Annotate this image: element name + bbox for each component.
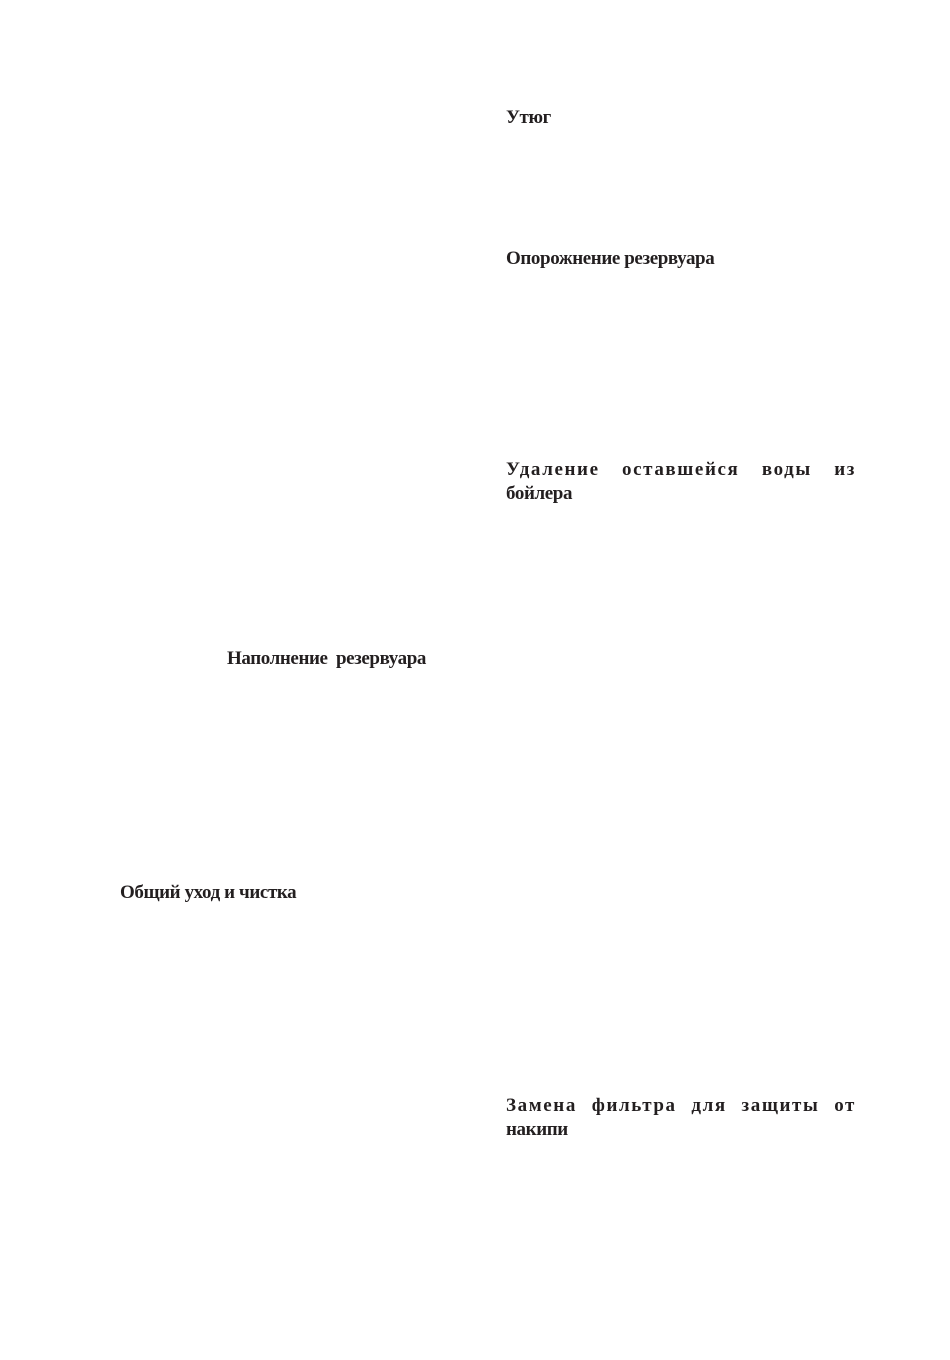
heading-general-care: Общий уход и чистка [120,882,297,903]
heading-remove-water-from-boiler [506,458,856,506]
heading-replace-filter-line-2: накипи [506,1119,568,1140]
heading-replace-filter-line-1: Замена фильтра для защиты от [506,1095,856,1116]
heading-remove-water-line-2: бойлера [506,483,573,504]
heading-remove-water-line-1: Удаление оставшейся воды из [506,459,856,480]
heading-replace-filter [506,1094,856,1142]
heading-iron: Утюг [506,107,551,128]
heading-empty-tank: Опорожнение резервуара [506,248,715,269]
heading-fill-tank: Наполнение резервуара [227,648,427,669]
